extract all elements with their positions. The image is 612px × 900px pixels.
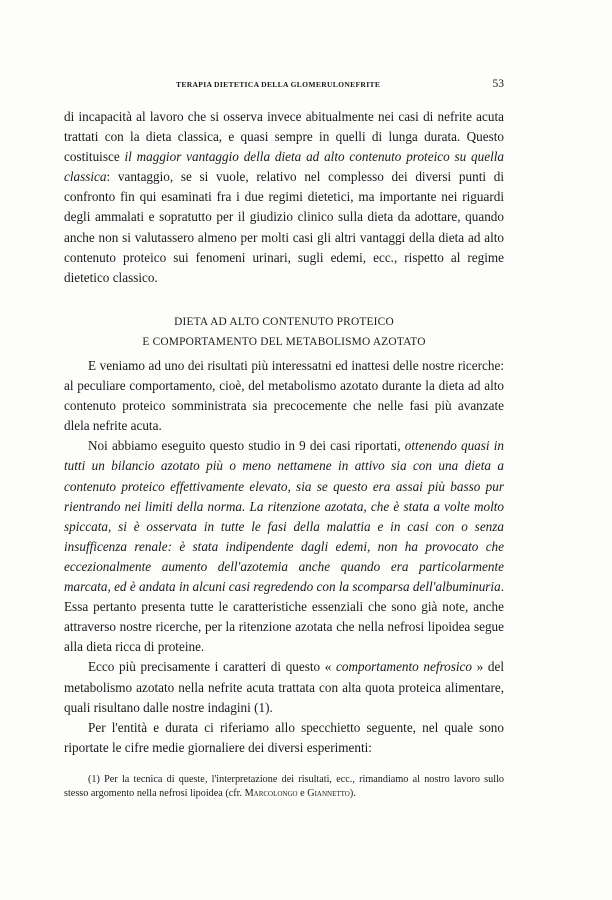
emphasis-text: ottenendo quasi in tutti un bilancio azotato più o meno nettamene in attivo sia con una dieta a contenuto proteico effettivamente elevato, sia se questo era assai più basso pur rientrando nei limiti della norma. La ritenzione azotata, che è stata a volte molto spiccata, si è osservata in tutte le fasi della malattia e in casi con o senza insufficenza renale: è stata indipendente dagli edemi, non ha provocato che eccezionalmente aumento dell'azotemia anche quando era particolarmente marcata, ed è andata in alcuni casi regredendo con la scomparsa dell'albuminuria (64, 438, 504, 595)
footnote (64, 773, 504, 801)
paragraph-text: . Essa pertanto presenta tutte le caratteristiche essenziali che sono già note, anche attraverso nostre ricerche, per la ritenzione azotata che nella nefrosi lipoidea segue alla dieta ricca di proteine. (64, 579, 504, 655)
running-head: TERAPIA DIETETICA DELLA GLOMERULONEFRITE (176, 80, 381, 89)
footnote-text: ). (349, 787, 356, 799)
paragraph-text: Noi abbiamo eseguito questo studio in 9 dei casi riportati, (88, 438, 405, 454)
section-heading (64, 312, 504, 352)
paragraph-text: : vantaggio, se si vuole, relativo nel complesso dei diversi punti di confronto fin qui esaminati fra i due regimi dietetici, ma importante nei riguardi degli ammalati e sopratutto per il giudizio clinico sulla dieta da adottare, quando anche non si valutassero almeno per molti casi gli altri vantaggi della dieta ad alto contenuto proteico sui fenomeni urinari, sugli edemi, ecc., rispetto al regime dietetico classico. (64, 169, 504, 285)
emphasis-text: il maggior vantaggio della dieta ad alto contenuto proteico su quella classica (64, 149, 504, 185)
emphasis-text: comportamento nefrosico (336, 659, 473, 675)
paragraph-study (64, 436, 504, 657)
paragraph-table-intro: Per l'entità e durata ci riferiamo allo specchietto seguente, nel quale sono riportate le cifre medie giornaliere dei diversi esperimenti: (64, 719, 504, 755)
section-body (64, 356, 504, 758)
paragraph-text: » del metabolismo azotato nella nefrite acuta trattata con alta quota proteica alimentare, quali risultano dalle nostre indagini (1). (64, 659, 504, 715)
paragraph-intro: E veniamo ad uno dei risultati più interessatni ed inattesi delle nostre ricerche: al peculiare comportamento, cioè, del metabolismo azotato durante la dieta ad alto contenuto proteico somministrata sia precocemente che nelle fasi più avanzate dlela nefrite acuta. (64, 358, 504, 434)
section-heading-line-2: E COMPORTAMENTO DEL METABOLISMO AZOTATO (142, 336, 426, 348)
footnote-text: e (297, 787, 308, 799)
paragraph-continued (64, 107, 504, 288)
footnote-author: Giannetto (307, 787, 350, 799)
section-heading-line-1: DIETA AD ALTO CONTENUTO PROTEICO (174, 316, 394, 328)
page-number: 53 (492, 78, 504, 90)
paragraph-text: Ecco più precisamente i caratteri di questo « (88, 659, 336, 675)
paragraph-characters (64, 657, 504, 717)
paragraph-text: di incapacità al lavoro che si osserva invece abitualmente nei casi di nefrite acuta trattati con la dieta classica, e quasi sempre in quelli di lunga durata. Questo costituisce (64, 109, 504, 165)
footnote-text: (1) Per la tecnica di queste, l'interpretazione dei risultati, ecc., rimandiamo al nostro lavoro sullo stesso argomento nella nefrosi lipoidea (cfr. (64, 774, 504, 799)
footnote-author: Marcolongo (244, 787, 298, 799)
page-header (64, 80, 504, 94)
